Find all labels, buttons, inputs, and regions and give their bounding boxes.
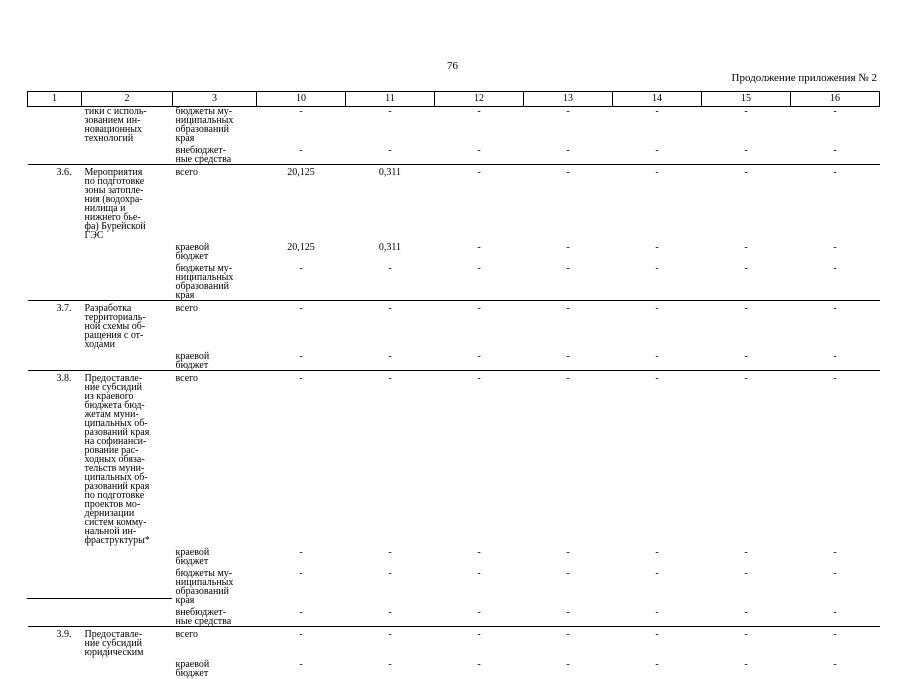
column-header: 1 [28, 92, 82, 107]
item-description [82, 545, 173, 566]
value-cell: - [257, 371, 346, 546]
value-cell: - [388, 263, 392, 274]
value-cell: - [744, 106, 748, 117]
value-cell: - [477, 351, 481, 362]
value-cell: - [744, 568, 748, 579]
value-cell: - [388, 568, 392, 579]
value-cell: - [477, 145, 481, 156]
item-description [82, 566, 173, 605]
value-cell: - [299, 547, 303, 558]
value-cell: - [566, 145, 570, 156]
value-cell: - [744, 351, 748, 362]
funding-source: всего [173, 371, 257, 546]
funding-source: внебюджет- ные средства [175, 607, 232, 627]
item-description [82, 657, 173, 678]
footnote-rule [27, 598, 172, 599]
column-header: 16 [791, 92, 880, 107]
value-cell: - [299, 568, 303, 579]
value-cell: - [346, 301, 435, 350]
item-number: 3.9. [28, 627, 82, 658]
funding-source: бюджеты му- ниципальных образований края [175, 106, 234, 144]
value-cell: - [257, 627, 346, 658]
value-cell: - [388, 145, 392, 156]
value-cell: - [388, 351, 392, 362]
value-cell: - [299, 106, 303, 117]
column-header: 11 [346, 92, 435, 107]
item-number [28, 349, 82, 371]
value-cell: - [477, 607, 481, 618]
item-description [82, 605, 173, 627]
value-cell: - [702, 627, 791, 658]
value-cell: - [566, 547, 570, 558]
item-description: Предоставле- ние субсидий юридическим [82, 627, 173, 658]
value-cell: 20,125 [257, 165, 346, 241]
value-cell: - [566, 607, 570, 618]
value-cell: - [833, 145, 837, 156]
value-cell: - [566, 568, 570, 579]
value-cell: - [299, 659, 303, 670]
column-header: 10 [257, 92, 346, 107]
value-cell: - [702, 371, 791, 546]
value-cell: - [388, 547, 392, 558]
funding-source: внебюджет- ные средства [175, 145, 232, 165]
table-row [28, 566, 880, 605]
value-cell: - [655, 607, 659, 618]
value-cell: - [346, 627, 435, 658]
value-cell: - [388, 106, 392, 117]
value-cell: - [477, 106, 481, 117]
value-cell: - [613, 371, 702, 546]
item-number [28, 107, 82, 144]
funding-source: краевой бюджет [175, 351, 210, 371]
value-cell: - [833, 659, 837, 670]
value-cell: - [346, 371, 435, 546]
column-header: 3 [173, 92, 257, 107]
page-number: 76 [447, 60, 458, 72]
value-cell: 0,311 [346, 165, 435, 241]
item-number [28, 545, 82, 566]
item-number [28, 566, 82, 605]
item-number: 3.8. [28, 371, 82, 546]
value-cell: - [477, 659, 481, 670]
value-cell: - [833, 106, 837, 117]
value-cell: - [435, 165, 524, 241]
value-cell: - [791, 627, 880, 658]
value-cell: - [566, 659, 570, 670]
value-cell: - [477, 568, 481, 579]
table-row [28, 240, 880, 261]
item-description: Разработка территориаль- ной схемы об- ращения с от- ходами [82, 301, 173, 350]
table-row [28, 605, 880, 627]
value-cell: - [744, 145, 748, 156]
table-header [28, 92, 880, 107]
value-cell: - [702, 165, 791, 241]
value-cell: 0,311 [378, 242, 402, 253]
item-number: 3.6. [28, 165, 82, 241]
value-cell: 20,125 [287, 242, 315, 253]
value-cell: - [257, 301, 346, 350]
table-row [28, 107, 880, 144]
budget-table [27, 91, 880, 678]
value-cell: - [524, 371, 613, 546]
table-row [28, 165, 880, 241]
value-cell: - [833, 351, 837, 362]
value-cell: - [833, 547, 837, 558]
item-description [82, 240, 173, 261]
table-row [28, 349, 880, 371]
funding-source: всего [173, 165, 257, 241]
appendix-continuation-label: Продолжение приложения № 2 [731, 72, 877, 84]
value-cell: - [435, 371, 524, 546]
funding-source: краевой бюджет [175, 659, 210, 679]
item-number [28, 261, 82, 301]
value-cell: - [299, 607, 303, 618]
funding-source: краевой бюджет [175, 547, 210, 567]
value-cell: - [655, 242, 659, 253]
value-cell: - [299, 145, 303, 156]
value-cell: - [524, 301, 613, 350]
table-row [28, 301, 880, 350]
value-cell: - [524, 165, 613, 241]
value-cell: - [655, 145, 659, 156]
funding-source: всего [173, 301, 257, 350]
value-cell: - [702, 301, 791, 350]
value-cell: - [299, 263, 303, 274]
value-cell: - [477, 547, 481, 558]
funding-source: бюджеты му- ниципальных образований края [175, 568, 234, 606]
value-cell: - [655, 659, 659, 670]
item-number [28, 240, 82, 261]
item-number [28, 143, 82, 165]
value-cell: - [655, 106, 659, 117]
column-header: 15 [702, 92, 791, 107]
item-description: Мероприятия по подготовке зоны затопле- ния (водохра- нилища и нижнего бье- фа) Бурейской ГЭС [82, 165, 173, 241]
value-cell: - [566, 242, 570, 253]
item-number [28, 657, 82, 678]
funding-source: всего [173, 627, 257, 658]
value-cell: - [435, 301, 524, 350]
value-cell: - [744, 547, 748, 558]
value-cell: - [388, 659, 392, 670]
value-cell: - [833, 607, 837, 618]
value-cell: - [833, 242, 837, 253]
value-cell: - [435, 627, 524, 658]
value-cell: - [566, 106, 570, 117]
value-cell: - [388, 607, 392, 618]
value-cell: - [791, 301, 880, 350]
item-description [82, 143, 173, 165]
funding-source: краевой бюджет [175, 242, 210, 262]
value-cell: - [613, 627, 702, 658]
item-number [28, 605, 82, 627]
table-row [28, 143, 880, 165]
item-description: тики с исполь- зованием ин- новационных технологий [84, 106, 147, 144]
item-description [82, 261, 173, 301]
value-cell: - [655, 568, 659, 579]
value-cell: - [566, 263, 570, 274]
value-cell: - [744, 242, 748, 253]
value-cell: - [655, 263, 659, 274]
value-cell: - [655, 547, 659, 558]
table-row [28, 371, 880, 546]
column-header: 14 [613, 92, 702, 107]
value-cell: - [613, 301, 702, 350]
item-description: Предоставле- ние субсидий из краевого бюджета бюд- жетам муни- ципальных об- разований края на софинанси- рование рас- ходных обяза- тельств муни- ципальных об- разований края по подготовке проектов мо- дернизации систем комму- нальной ин- фраструктуры* [82, 371, 173, 546]
value-cell: - [613, 165, 702, 241]
value-cell: - [744, 607, 748, 618]
value-cell: - [566, 351, 570, 362]
value-cell: - [791, 371, 880, 546]
value-cell: - [744, 659, 748, 670]
value-cell: - [833, 568, 837, 579]
table-row [28, 545, 880, 566]
table-row [28, 261, 880, 301]
funding-source: бюджеты му- ниципальных образований края [175, 263, 234, 301]
value-cell: - [477, 263, 481, 274]
value-cell: - [477, 242, 481, 253]
table-row [28, 627, 880, 658]
value-cell: - [833, 263, 837, 274]
table-row [28, 657, 880, 678]
column-header: 2 [82, 92, 173, 107]
value-cell: - [791, 165, 880, 241]
table-body [28, 107, 880, 679]
column-header: 12 [435, 92, 524, 107]
item-number: 3.7. [28, 301, 82, 350]
item-description [82, 349, 173, 371]
value-cell: - [299, 351, 303, 362]
value-cell: - [655, 351, 659, 362]
value-cell: - [524, 627, 613, 658]
column-header: 13 [524, 92, 613, 107]
value-cell: - [744, 263, 748, 274]
